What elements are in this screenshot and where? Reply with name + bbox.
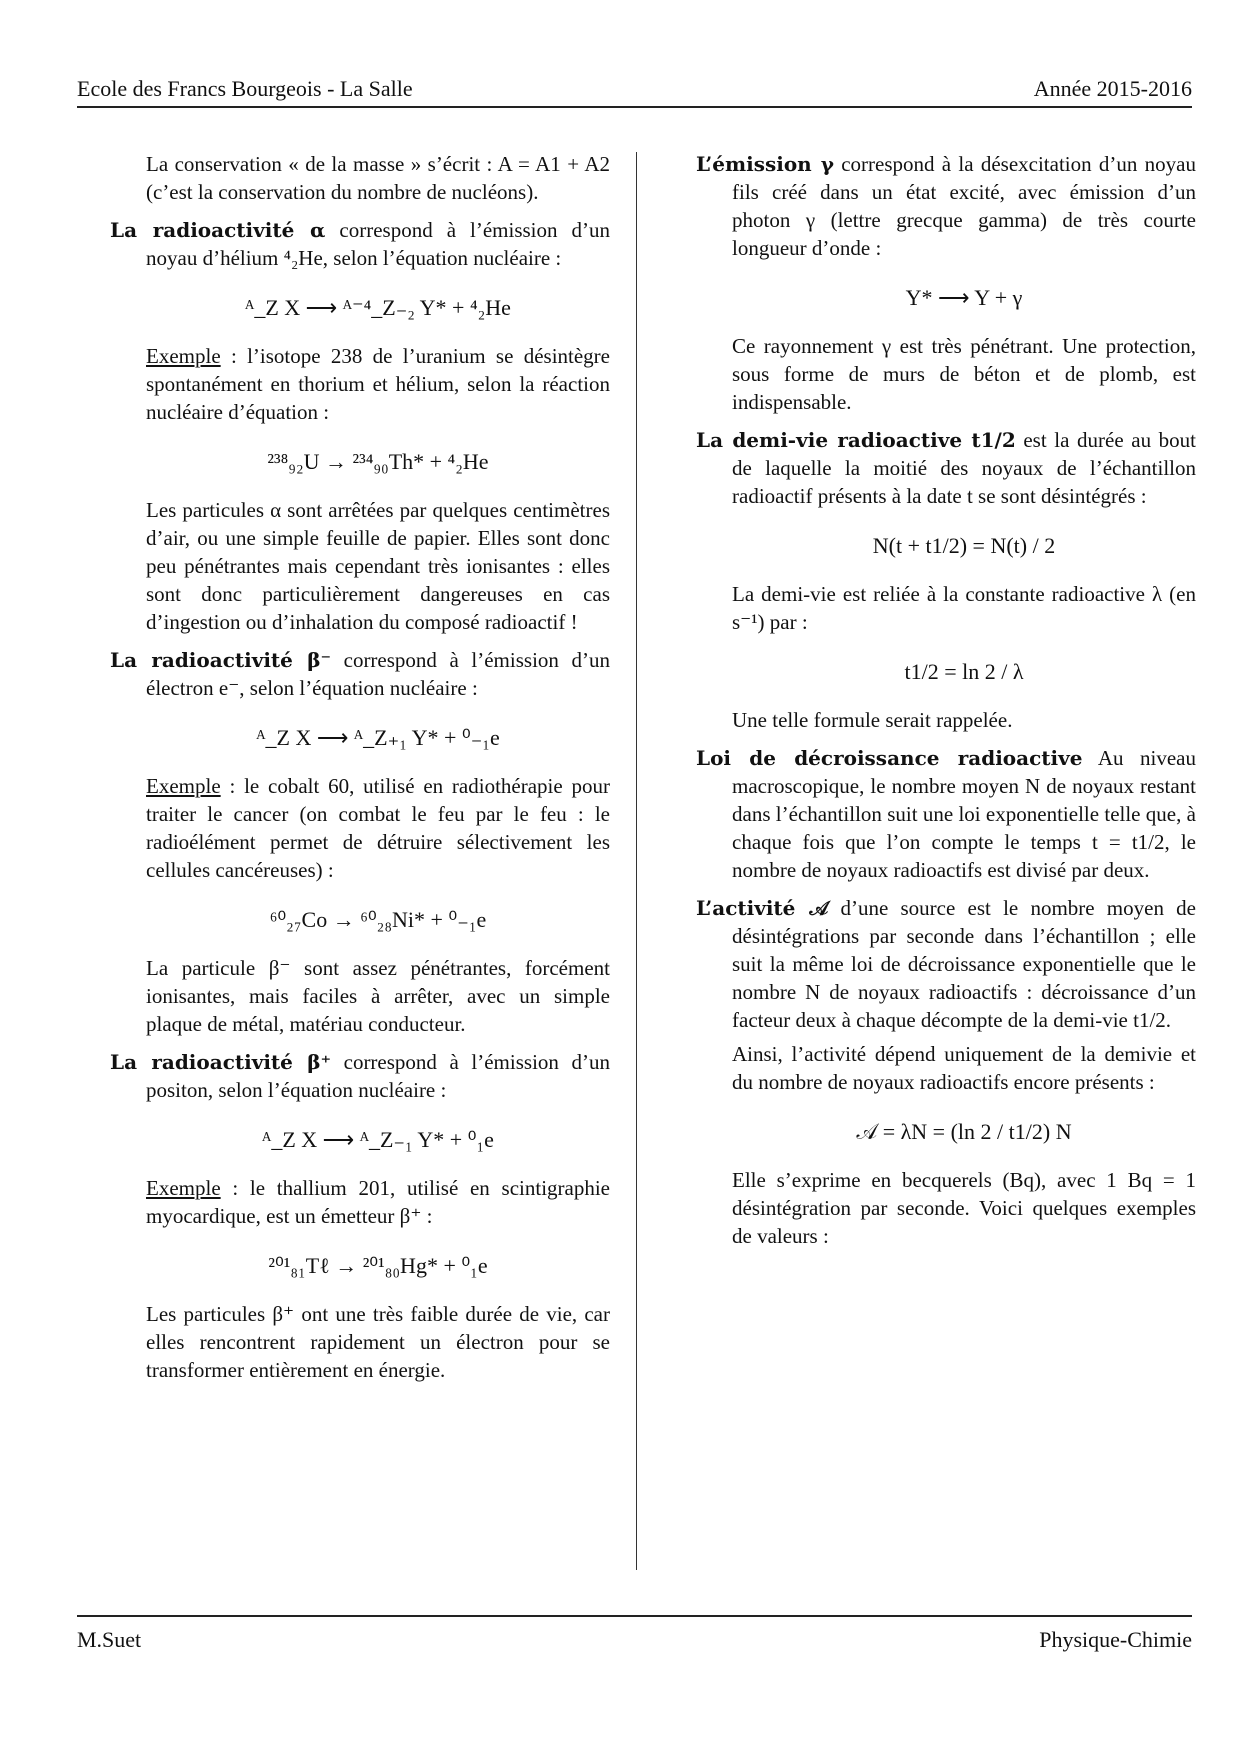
- half-life-equation: N(t + t1/2) = N(t) / 2: [872, 533, 1056, 558]
- example-label: Exemple: [146, 1176, 221, 1200]
- decay-law-text: Au niveau macroscopique, le nombre moyen N de noyaux restant dans l’échantillon suit une loi exponentielle telle que, à chaque fois que l’on compte le temps t = t1/2, le nombre de noyaux radioactifs est divisé par deux.: [732, 746, 1196, 882]
- page-footer: [77, 1615, 1192, 1653]
- half-life-definition: est la durée au bout de laquelle la moitié des noyaux de l’échantillon radioactif présents à la date t se sont désintégrés :: [732, 428, 1196, 508]
- gamma-section: [696, 150, 1196, 416]
- beta-plus-definition: correspond à l’émission d’un positon, selon l’équation nucléaire :: [146, 1050, 610, 1102]
- beta-minus-example-text: : le cobalt 60, utilisé en radiothérapie pour traiter le cancer (on combat le feu par le feu : le radioélément permet de détruire sélectivement les cellules cancéreuses) :: [146, 774, 610, 882]
- beta-minus-heading: La radioactivité β⁻: [110, 648, 332, 672]
- uranium-equation: ²³⁸₉₂U → ²³⁴₉₀Th* + ⁴₂He: [267, 449, 489, 474]
- beta-minus-definition: correspond à l’émission d’un électron e⁻, selon l’équation nucléaire :: [146, 648, 610, 700]
- gamma-definition: correspond à la désexcitation d’un noyau fils créé dans un état excité, avec émission d’un photon γ (lettre grecque gamma) de très courte longueur d’onde :: [732, 152, 1196, 260]
- footer-author: M.Suet: [77, 1627, 142, 1652]
- alpha-heading: La radioactivité α: [110, 218, 326, 242]
- half-life-section: [696, 426, 1196, 734]
- left-column: [110, 150, 610, 1384]
- header-year: Année 2015-2016: [1033, 76, 1192, 101]
- half-life-note: La demi-vie est reliée à la constante radioactive λ (en s⁻¹) par :: [732, 582, 1196, 634]
- alpha-definition: correspond à l’émission d’un noyau d’hélium ⁴₂He, selon l’équation nucléaire :: [146, 218, 610, 270]
- footer-subject: Physique-Chimie: [1039, 1627, 1192, 1652]
- right-column: [696, 150, 1196, 1250]
- activity-section: [696, 894, 1196, 1250]
- decay-law-heading: Loi de décroissance radioactive: [696, 746, 1083, 770]
- half-life-heading: La demi-vie radioactive t1/2: [696, 428, 1016, 452]
- column-divider: [636, 152, 637, 1570]
- decay-law-section: [696, 744, 1196, 884]
- half-life-lambda-equation: t1/2 = ln 2 / λ: [904, 659, 1024, 684]
- gamma-heading: L’émission γ: [696, 152, 834, 176]
- beta-plus-equation: ᴬ_Z X ⟶ ᴬ_Z₋₁ Y* + ⁰₁e: [262, 1127, 494, 1152]
- thallium-equation: ²⁰¹₈₁Tℓ → ²⁰¹₈₀Hg* + ⁰₁e: [268, 1253, 488, 1278]
- activity-note: Ainsi, l’activité dépend uniquement de la demivie et du nombre de noyaux radioactifs encore présents :: [732, 1042, 1196, 1094]
- mass-conservation-text: La conservation « de la masse » s’écrit : A = A1 + A2 (c’est la conservation du nombre de nucléons).: [146, 152, 610, 204]
- beta-plus-heading: La radioactivité β⁺: [110, 1050, 332, 1074]
- page-header: [77, 72, 1192, 108]
- example-label: Exemple: [146, 344, 221, 368]
- alpha-section: [110, 216, 610, 636]
- alpha-equation: ᴬ_Z X ⟶ ᴬ⁻⁴_Z₋₂ Y* + ⁴₂He: [245, 295, 511, 320]
- beta-plus-section: [110, 1048, 610, 1384]
- activity-equation: 𝒜 = λN = (ln 2 / t1/2) N: [856, 1119, 1072, 1144]
- beta-minus-section: [110, 646, 610, 1038]
- alpha-example-text: : l’isotope 238 de l’uranium se désintègre spontanément en thorium et hélium, selon la réaction nucléaire d’équation :: [146, 344, 610, 424]
- alpha-note: Les particules α sont arrêtées par quelques centimètres d’air, ou une simple feuille de papier. Elles sont donc peu pénétrantes mais cependant très ionisantes : elles sont donc particulièrement dangereuses en cas d’ingestion ou d’inhalation du composé radioactif !: [146, 498, 610, 634]
- half-life-note-2: Une telle formule serait rappelée.: [732, 708, 1013, 732]
- example-label: Exemple: [146, 774, 221, 798]
- gamma-equation: Y* ⟶ Y + γ: [905, 285, 1023, 310]
- beta-minus-note: La particule β⁻ sont assez pénétrantes, forcément ionisantes, mais faciles à arrêter, avec un simple plaque de métal, matériau conducteur.: [146, 956, 610, 1036]
- header-school: Ecole des Francs Bourgeois - La Salle: [77, 76, 413, 101]
- activity-note-2: Elle s’exprime en becquerels (Bq), avec 1 Bq = 1 désintégration par seconde. Voici quelques exemples de valeurs :: [732, 1168, 1196, 1248]
- gamma-note: Ce rayonnement γ est très pénétrant. Une protection, sous forme de murs de béton et de plomb, est indispensable.: [732, 334, 1196, 414]
- beta-minus-equation: ᴬ_Z X ⟶ ᴬ_Z₊₁ Y* + ⁰₋₁e: [256, 725, 500, 750]
- beta-plus-example-text: : le thallium 201, utilisé en scintigraphie myocardique, est un émetteur β⁺ :: [146, 1176, 610, 1228]
- activity-definition: d’une source est le nombre moyen de désintégrations par seconde dans l’échantillon ; elle suit la même loi de décroissance exponentielle que le nombre N de noyaux radioactifs : décroissance d’un facteur deux à chaque décompte de la demi-vie t1/2.: [732, 896, 1196, 1032]
- beta-plus-note: Les particules β⁺ ont une très faible durée de vie, car elles rencontrent rapidement un électron pour se transformer entièrement en énergie.: [146, 1302, 610, 1382]
- activity-heading: L’activité 𝒜: [696, 896, 829, 920]
- cobalt-equation: ⁶⁰₂₇Co → ⁶⁰₂₈Ni* + ⁰₋₁e: [269, 907, 487, 932]
